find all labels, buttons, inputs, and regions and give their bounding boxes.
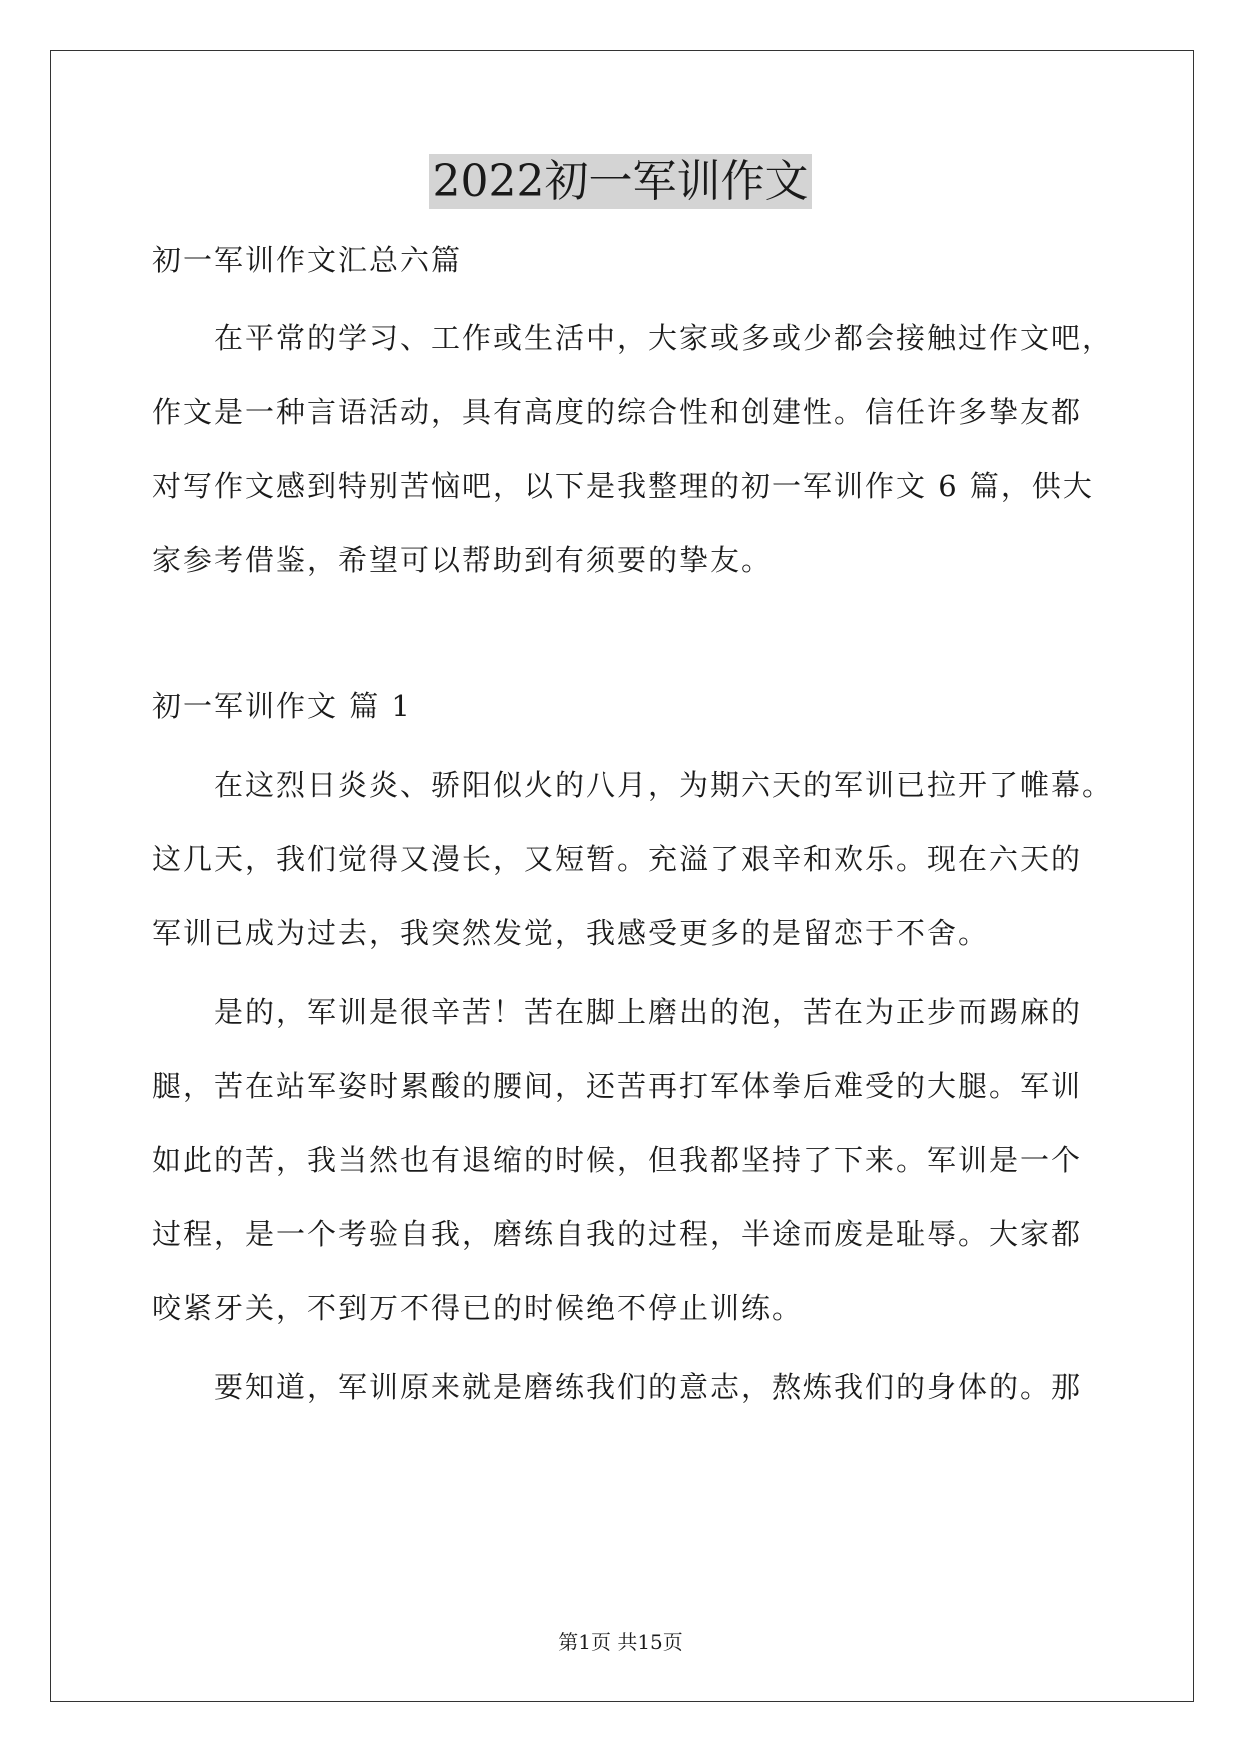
- paragraph-line: 在这烈日炎炎、骄阳似火的八月，为期六天的军训已拉开了帷幕。: [214, 768, 1114, 802]
- paragraph-line: 军训已成为过去，我突然发觉，我感受更多的是留恋于不舍。: [152, 916, 990, 950]
- paragraph-line: 要知道，军训原来就是磨练我们的意志，熬炼我们的身体的。那: [214, 1370, 1083, 1404]
- paragraph-line: 腿，苦在站军姿时累酸的腰间，还苦再打军体拳后难受的大腿。军训: [152, 1069, 1083, 1103]
- document-title: [0, 150, 1241, 214]
- intro-line: 对写作文感到特别苦恼吧，以下是我整理的初一军训作文 6 篇，供大: [152, 469, 1094, 503]
- paragraph-line: 过程，是一个考验自我，磨练自我的过程，半途而废是耻辱。大家都: [152, 1217, 1083, 1251]
- page-footer: 第1页 共15页: [558, 1630, 683, 1654]
- paragraph-line: 是的，军训是很辛苦！苦在脚上磨出的泡，苦在为正步而踢麻的: [214, 995, 1083, 1029]
- intro-line: 在平常的学习、工作或生活中，大家或多或少都会接触过作文吧，: [214, 321, 1114, 355]
- section-heading: 初一军训作文 篇 1: [152, 689, 412, 723]
- document-title-text: 2022初一军训作文: [429, 154, 813, 209]
- intro-line: 家参考借鉴，希望可以帮助到有须要的挚友。: [152, 543, 773, 577]
- intro-line: 作文是一种言语活动，具有高度的综合性和创建性。信任许多挚友都: [152, 395, 1083, 429]
- paragraph-line: 这几天，我们觉得又漫长，又短暂。充溢了艰辛和欢乐。现在六天的: [152, 842, 1083, 876]
- paragraph-line: 咬紧牙关，不到万不得已的时候绝不停止训练。: [152, 1291, 804, 1325]
- document-subtitle: 初一军训作文汇总六篇: [152, 243, 463, 277]
- paragraph-line: 如此的苦，我当然也有退缩的时候，但我都坚持了下来。军训是一个: [152, 1143, 1083, 1177]
